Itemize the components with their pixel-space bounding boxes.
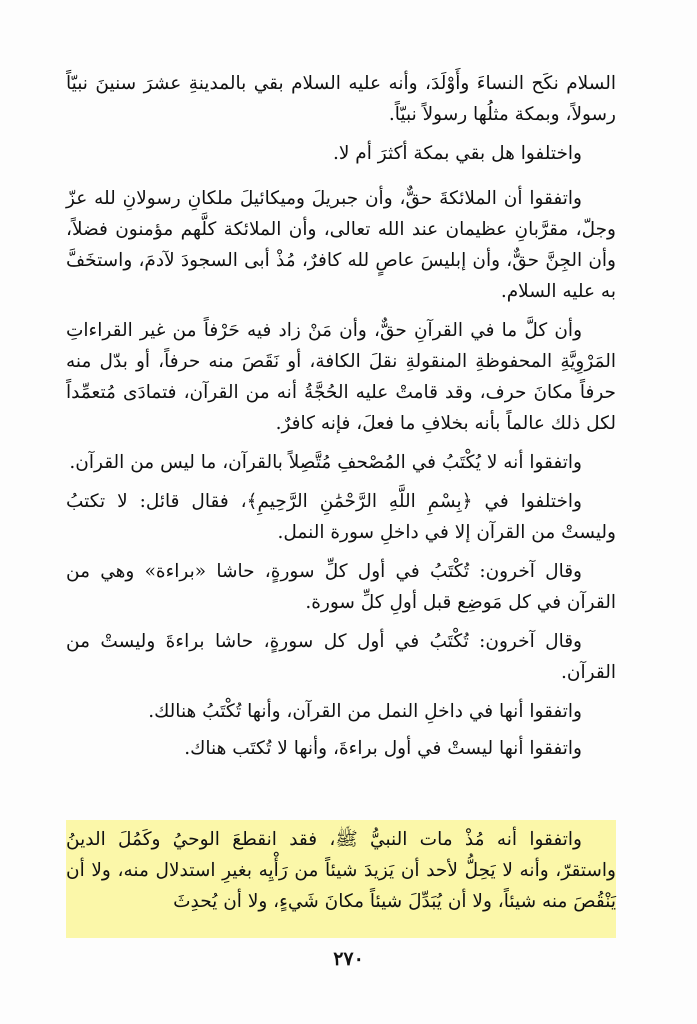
highlighted-paragraph: واتفقوا أنه مُذْ مات النبيُّ ﷺ، فقد انقطعَ الوحيُ وكَمُلَ الدينُ واستقرّ، وأنه لا يَحِلُّ لأحد أن يَزيدَ شيئاً من رَأْيِه بغيرِ استدلال منه، ولا أن يَنْقُصَ منه شيئاً، ولا أن يُبَدِّلَ شيئاً مكانَ شَيءٍ، ولا أن يُحدِثَ <box>66 829 616 912</box>
paragraph-10: واتفقوا أنها ليستْ في أول براءةَ، وأنها لا تُكتَب هناك. <box>184 738 582 759</box>
paragraph-2: واختلفوا هل بقي بمكة أكثرَ أم لا. <box>333 143 582 164</box>
paragraph-7: وقال آخرون: تُكْتَبُ في أول كلِّ سورةٍ، حاشا «براءة» وهي من القرآن في كل مَوضِع قبل أولِ كلِّ سورة. <box>66 561 616 613</box>
paragraph-3: واتفقوا أن الملائكةَ حقٌّ، وأن جبريلَ وميكائيلَ ملكانِ رسولانِ لله عزّ وجلّ، مقرَّبانِ عظيمان عند الله تعالى، وأن الملائكة كلَّهم مؤمنون فضلاً، وأن الجِنَّ حقٌّ، وأن إبليسَ عاصٍ لله كافرٌ، مُذْ أبى السجودَ لآدمَ، واستخَفَّ به عليه السلام. <box>66 188 616 302</box>
paragraph-5: واتفقوا أنه لا يُكْتَبُ في المُصْحفِ مُتَّصِلاً بالقرآن، ما ليس من القرآن. <box>69 452 582 473</box>
paragraph-9: واتفقوا أنها في داخلِ النمل من القرآن، وأنها تُكْتَبُ هنالك. <box>148 701 582 722</box>
page-number: ٢٧٠ <box>333 948 364 970</box>
paragraph-4: وأن كلَّ ما في القرآنِ حقٌّ، وأن مَنْ زاد فيه حَرْفاً من غير القراءاتِ المَرْوِيَّةِ المحفوظةِ المنقولةِ نقلَ الكافة، أو نَقَصَ منه حرفاً، أو بدّل منه حرفاً مكانَ حرف، وقد قامتْ عليه الحُجَّةُ أنه من القرآن، فتمادَى مُتعمِّداً لكل ذلك عالماً بأنه بخلافِ ما فعلَ، فإنه كافرٌ. <box>66 320 616 434</box>
paragraph-8: وقال آخرون: تُكْتَبُ في أول كل سورةٍ، حاشا براءةَ وليستْ من القرآن. <box>66 631 616 683</box>
highlighted-text-block <box>66 824 616 917</box>
paragraph-1: السلام نكَح النساءَ وأَوْلَدَ، وأنه عليه السلام بقي بالمدينةِ عشرَ سنينَ نبيّاً رسولاً، وبمكة مثلُها رسولاً نبيّاً. <box>66 73 616 125</box>
paragraph-6: واختلفوا في ﴿بِسْمِ اللَّهِ الرَّحْمَٰنِ الرَّحِيمِ﴾، فقال قائل: لا تكتبُ وليستْ من القرآن إلا في داخلِ سورة النمل. <box>66 491 616 543</box>
main-text-block <box>66 68 616 764</box>
